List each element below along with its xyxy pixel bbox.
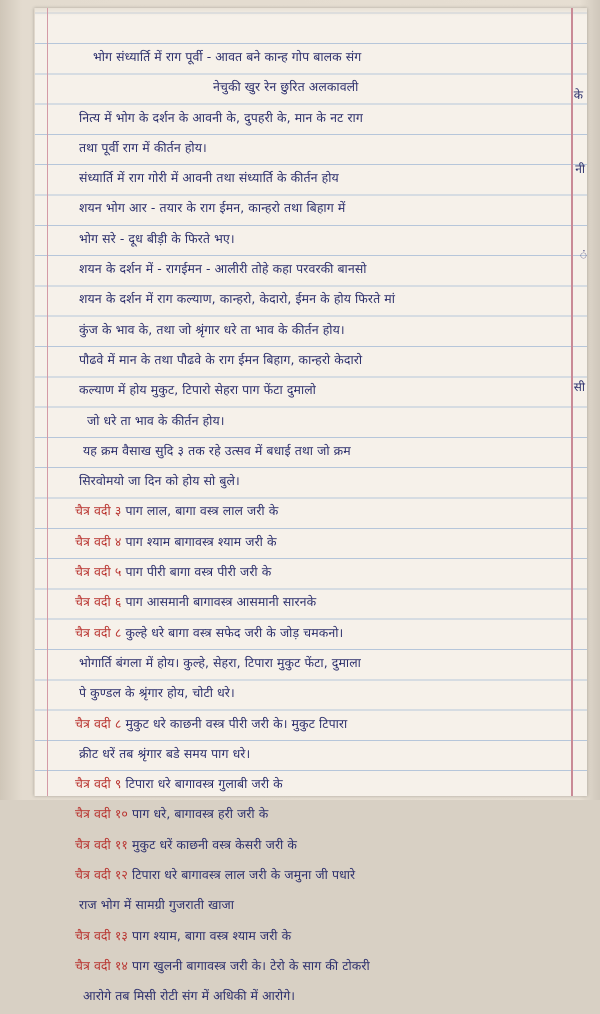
margin-note: ं — [579, 248, 587, 262]
text-line — [35, 741, 587, 771]
line-text: पाग श्याम, बागा वस्त्र श्याम जरी के — [127, 927, 292, 943]
text-line — [35, 650, 587, 680]
text-line — [35, 438, 587, 468]
line-text: मुकुट धरे काछनी वस्त्र पीरी जरी के। मुकुट टिपारा — [121, 715, 348, 731]
line-text: कुंज के भाव के, तथा जो श्रृंगार धरे ता भाव के कीर्तन होय। — [79, 321, 345, 337]
text-line — [35, 226, 587, 256]
line-text: राज भोग में सामग्री गुजराती खाजा — [79, 897, 235, 913]
line-text: पाग धरे, बागावस्त्र हरी जरी के — [127, 806, 269, 822]
line-text: शयन भोग आर - तयार के राग ईमन, कान्हरो तथा बिहाग में — [79, 200, 346, 216]
text-line — [35, 468, 587, 498]
line-text: नित्य में भोग के दर्शन के आवनी के, दुपहरी के, मान के नट राग — [79, 109, 363, 125]
date-label: चैत्र वदी ६ — [75, 594, 122, 610]
notebook-page — [34, 8, 587, 1004]
line-text: शयन के दर्शन में - रागईमन - आलीरी तोहे कहा परवरकी बानसो — [79, 261, 367, 277]
line-text: भोग सरे - दूध बीड़ी के फिरते भए। — [79, 230, 235, 246]
line-text: भोग संध्यार्ति में राग पूर्वी - आवत बने कान्ह गोप बालक संग — [93, 49, 362, 64]
text-line — [35, 498, 587, 528]
line-text: पाग लाल, बागा वस्त्र लाल जरी के — [121, 503, 279, 519]
line-text: कल्याण में होय मुकुट, टिपारो सेहरा पाग फेंटा दुमालो — [79, 382, 316, 398]
date-label: चैत्र वदी १२ — [75, 867, 128, 883]
line-text: शयन के दर्शन में राग कल्याण, कान्हरो, केदारो, ईमन के होय फिरते मां — [79, 291, 396, 307]
text-line — [35, 771, 587, 801]
handwritten-lines — [35, 44, 587, 1014]
margin-note: सी — [573, 380, 585, 394]
text-line — [35, 135, 587, 165]
margin-note: के — [573, 88, 583, 102]
page-top-edge — [35, 8, 587, 16]
line-text: पे कुण्डल के श्रृंगार होय, चोटी धरे। — [79, 685, 235, 701]
text-line — [35, 559, 587, 589]
text-line — [35, 892, 587, 922]
line-text: टिपारा धरे बागावस्त्र लाल जरी के जमुना जी पधारे — [127, 867, 356, 883]
line-text: पौढवे में मान के तथा पौढवे के राग ईमन बिहाग, कान्हरो केदारो — [79, 351, 363, 367]
text-line — [35, 953, 587, 983]
line-text: क्रीट धरें तब श्रृंगार बडे समय पाग धरे। — [79, 745, 251, 761]
date-label: चैत्र वदी ८ — [75, 715, 122, 731]
line-text: जो धरे ता भाव के कीर्तन होय। — [87, 412, 225, 428]
line-text: आरोगे तब मिसी रोटी संग में अधिकी में आरोगे। — [83, 988, 296, 1004]
margin-note: नी — [575, 162, 585, 176]
line-text: सिरवोमयो जा दिन को होय सो बुले। — [79, 473, 240, 489]
date-label: चैत्र वदी ५ — [75, 564, 122, 580]
text-line — [35, 105, 587, 135]
line-text: पाग खुलनी बागावस्त्र जरी के। टेरो के साग की टोकरी — [127, 957, 370, 973]
date-label: चैत्र वदी ११ — [75, 836, 128, 852]
line-text: टिपारा धरे बागावस्त्र गुलाबी जरी के — [121, 776, 283, 792]
date-label: चैत्र वदी ३ — [75, 503, 122, 519]
line-text: पाग श्याम बागावस्त्र श्याम जरी के — [121, 533, 277, 549]
text-line — [35, 620, 587, 650]
line-text: कुल्हे धरे बागा वस्त्र सफेद जरी के जोड़ चमकनो। — [121, 624, 344, 640]
text-line — [35, 286, 587, 316]
date-label: चैत्र वदी १४ — [75, 957, 128, 973]
line-text: यह क्रम वैसाख सुदि ३ तक रहे उत्सव में बधाई तथा जो क्रम — [83, 442, 351, 458]
text-line — [35, 529, 587, 559]
line-text: पाग आसमानी बागावस्त्र आसमानी सारनके — [121, 594, 317, 610]
text-line — [35, 680, 587, 710]
text-line — [35, 711, 587, 741]
text-line — [35, 195, 587, 225]
line-text: पाग पीरी बागा वस्त्र पीरी जरी के — [121, 564, 272, 580]
text-line — [35, 923, 587, 953]
text-line — [35, 74, 587, 104]
line-text: संध्यार्ति में राग गोरी में आवनी तथा संध्यार्ति के कीर्तन होय — [79, 170, 339, 186]
text-line — [35, 256, 587, 286]
line-text: मुकुट धरें काछनी वस्त्र केसरी जरी के — [127, 836, 297, 852]
text-line — [35, 44, 587, 74]
text-line — [35, 801, 587, 831]
date-label: चैत्र वदी ९ — [75, 776, 122, 792]
text-line — [35, 862, 587, 892]
date-label: चैत्र वदी ४ — [75, 533, 122, 549]
text-line — [35, 408, 587, 438]
text-line — [35, 347, 587, 377]
text-line — [35, 165, 587, 195]
text-line — [35, 377, 587, 407]
text-line — [35, 983, 587, 1013]
line-text: भोगार्ति बंगला में होय। कुल्हे, सेहरा, टिपारा मुकुट फेंटा, दुमाला — [79, 654, 361, 670]
date-label: चैत्र वदी १३ — [75, 927, 128, 943]
date-label: चैत्र वदी ८ — [75, 624, 122, 640]
text-line — [35, 832, 587, 862]
line-text: तथा पूर्वी राग में कीर्तन होय। — [79, 139, 207, 155]
line-text: नेचुकी खुर रेन छुरित अलकावली — [213, 79, 359, 95]
text-line — [35, 589, 587, 619]
date-label: चैत्र वदी १० — [75, 806, 128, 822]
text-line — [35, 317, 587, 347]
